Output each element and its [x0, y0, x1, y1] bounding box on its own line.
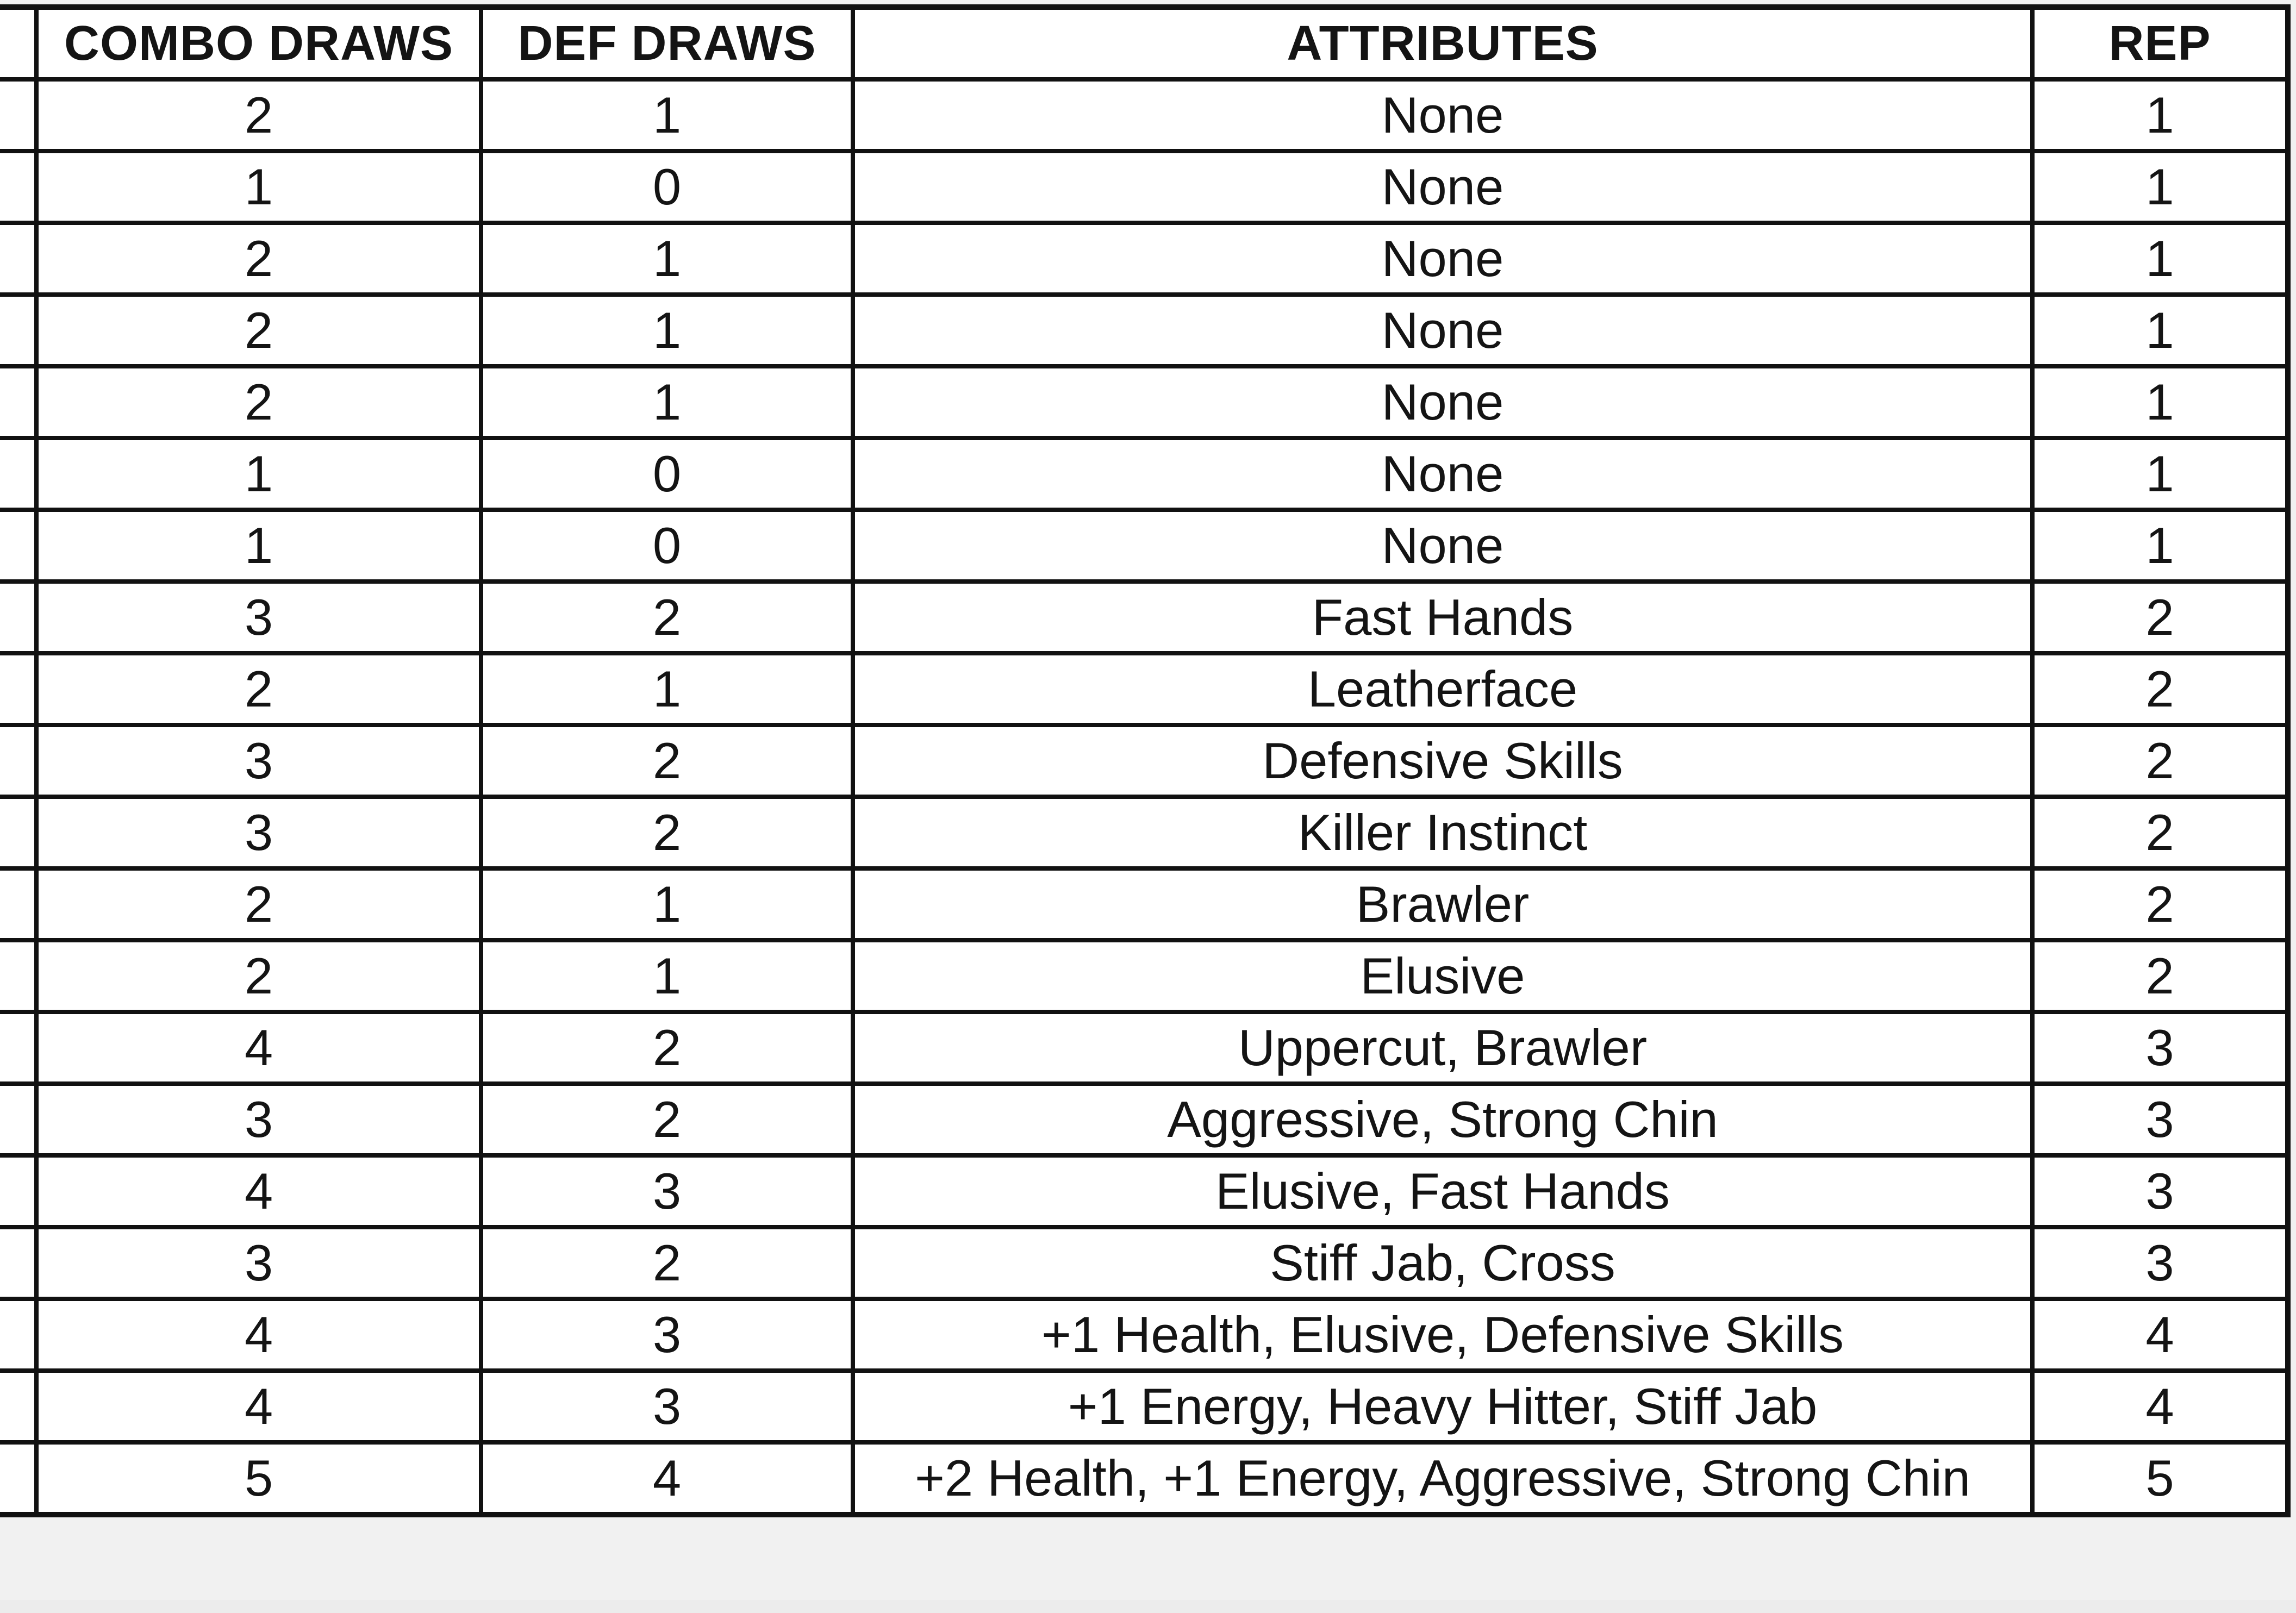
row-stub-cell [0, 295, 36, 366]
def-draws-header: DEF DRAWS [481, 7, 853, 79]
combo-draws-cell: 2 [36, 366, 481, 438]
rep-cell: 2 [2032, 797, 2288, 868]
def-draws-cell: 1 [481, 295, 853, 366]
row-stub-cell [0, 653, 36, 725]
row-stub-cell [0, 797, 36, 868]
def-draws-cell: 3 [481, 1155, 853, 1227]
combo-draws-cell: 3 [36, 1227, 481, 1299]
attributes-cell: Killer Instinct [853, 797, 2032, 868]
combo-draws-cell: 4 [36, 1155, 481, 1227]
rep-cell: 1 [2032, 79, 2288, 151]
row-stub-cell [0, 223, 36, 295]
table-row [0, 1084, 2288, 1155]
rep-cell: 3 [2032, 1084, 2288, 1155]
def-draws-cell: 1 [481, 940, 853, 1012]
combo-draws-cell: 2 [36, 940, 481, 1012]
combo-draws-cell: 4 [36, 1299, 481, 1371]
def-draws-cell: 1 [481, 868, 853, 940]
attributes-cell: None [853, 223, 2032, 295]
attributes-cell: +1 Energy, Heavy Hitter, Stiff Jab [853, 1371, 2032, 1442]
table-row [0, 653, 2288, 725]
row-stub-cell [0, 868, 36, 940]
def-draws-cell: 2 [481, 1084, 853, 1155]
attributes-cell: None [853, 79, 2032, 151]
rep-cell: 2 [2032, 725, 2288, 797]
combo-draws-cell: 5 [36, 1442, 481, 1515]
table-row [0, 868, 2288, 940]
table-row [0, 438, 2288, 510]
table-row [0, 366, 2288, 438]
row-stub-cell [0, 1442, 36, 1515]
def-draws-cell: 1 [481, 366, 853, 438]
attributes-cell: Elusive [853, 940, 2032, 1012]
rep-cell: 1 [2032, 295, 2288, 366]
def-draws-cell: 0 [481, 151, 853, 223]
combo-draws-cell: 1 [36, 510, 481, 582]
combo-draws-header: COMBO DRAWS [36, 7, 481, 79]
attributes-cell: None [853, 151, 2032, 223]
combo-draws-cell: 3 [36, 582, 481, 653]
combo-draws-cell: 2 [36, 79, 481, 151]
attributes-cell: None [853, 295, 2032, 366]
rep-cell: 1 [2032, 438, 2288, 510]
attributes-cell: Fast Hands [853, 582, 2032, 653]
row-stub-cell [0, 940, 36, 1012]
combo-draws-cell: 4 [36, 1371, 481, 1442]
table-row [0, 1012, 2288, 1084]
attributes-cell: Leatherface [853, 653, 2032, 725]
row-stub-cell [0, 1299, 36, 1371]
sheet-bottom-edge [0, 1600, 2296, 1613]
def-draws-cell: 3 [481, 1299, 853, 1371]
table-row [0, 797, 2288, 868]
table-row [0, 295, 2288, 366]
rep-cell: 3 [2032, 1155, 2288, 1227]
attributes-cell: +2 Health, +1 Energy, Aggressive, Strong Chin [853, 1442, 2032, 1515]
def-draws-cell: 3 [481, 1371, 853, 1442]
attributes-cell: None [853, 510, 2032, 582]
row-stub-cell [0, 79, 36, 151]
row-stub-cell [0, 151, 36, 223]
def-draws-cell: 2 [481, 1227, 853, 1299]
table-row [0, 582, 2288, 653]
def-draws-cell: 0 [481, 438, 853, 510]
attributes-cell: None [853, 366, 2032, 438]
rep-cell: 1 [2032, 223, 2288, 295]
row-stub-cell [0, 1084, 36, 1155]
rep-cell: 1 [2032, 151, 2288, 223]
table-row [0, 151, 2288, 223]
def-draws-cell: 2 [481, 725, 853, 797]
def-draws-cell: 4 [481, 1442, 853, 1515]
table-body [0, 79, 2288, 1515]
combo-draws-cell: 2 [36, 653, 481, 725]
row-stub-cell [0, 725, 36, 797]
def-draws-cell: 1 [481, 223, 853, 295]
combo-draws-cell: 4 [36, 1012, 481, 1084]
table-row [0, 1442, 2288, 1515]
combo-draws-cell: 2 [36, 868, 481, 940]
combo-draws-cell: 3 [36, 797, 481, 868]
combo-draws-cell: 3 [36, 725, 481, 797]
combo-draws-cell: 2 [36, 295, 481, 366]
rep-cell: 2 [2032, 582, 2288, 653]
rep-cell: 2 [2032, 940, 2288, 1012]
def-draws-cell: 1 [481, 653, 853, 725]
attributes-cell: Uppercut, Brawler [853, 1012, 2032, 1084]
rep-cell: 2 [2032, 653, 2288, 725]
attributes-cell: Defensive Skills [853, 725, 2032, 797]
table-row [0, 1155, 2288, 1227]
row-stub-cell [0, 366, 36, 438]
attributes-header: ATTRIBUTES [853, 7, 2032, 79]
rep-cell: 3 [2032, 1227, 2288, 1299]
row-stub-cell [0, 510, 36, 582]
def-draws-cell: 1 [481, 79, 853, 151]
row-stub-cell [0, 438, 36, 510]
row-stub-cell [0, 1227, 36, 1299]
combo-draws-cell: 3 [36, 1084, 481, 1155]
table-row [0, 1371, 2288, 1442]
table-row [0, 1227, 2288, 1299]
rep-cell: 4 [2032, 1299, 2288, 1371]
attributes-cell: Stiff Jab, Cross [853, 1227, 2032, 1299]
attributes-table [0, 4, 2291, 1517]
table-row [0, 510, 2288, 582]
combo-draws-cell: 2 [36, 223, 481, 295]
row-stub-cell [0, 1012, 36, 1084]
stub-header-cell [0, 7, 36, 79]
attributes-cell: Aggressive, Strong Chin [853, 1084, 2032, 1155]
table-row [0, 79, 2288, 151]
attributes-cell: None [853, 438, 2032, 510]
def-draws-cell: 2 [481, 1012, 853, 1084]
table-row [0, 725, 2288, 797]
def-draws-cell: 2 [481, 797, 853, 868]
rep-cell: 5 [2032, 1442, 2288, 1515]
rep-cell: 3 [2032, 1012, 2288, 1084]
def-draws-cell: 0 [481, 510, 853, 582]
def-draws-cell: 2 [481, 582, 853, 653]
combo-draws-cell: 1 [36, 438, 481, 510]
row-stub-cell [0, 1155, 36, 1227]
attributes-cell: Elusive, Fast Hands [853, 1155, 2032, 1227]
combo-draws-cell: 1 [36, 151, 481, 223]
rep-cell: 2 [2032, 868, 2288, 940]
table-row [0, 223, 2288, 295]
rep-cell: 1 [2032, 510, 2288, 582]
row-stub-cell [0, 582, 36, 653]
rep-header: REP [2032, 7, 2288, 79]
row-stub-cell [0, 1371, 36, 1442]
table-row [0, 940, 2288, 1012]
rep-cell: 4 [2032, 1371, 2288, 1442]
header-row [0, 7, 2288, 79]
rep-cell: 1 [2032, 366, 2288, 438]
attributes-cell: +1 Health, Elusive, Defensive Skills [853, 1299, 2032, 1371]
table-row [0, 1299, 2288, 1371]
attributes-cell: Brawler [853, 868, 2032, 940]
